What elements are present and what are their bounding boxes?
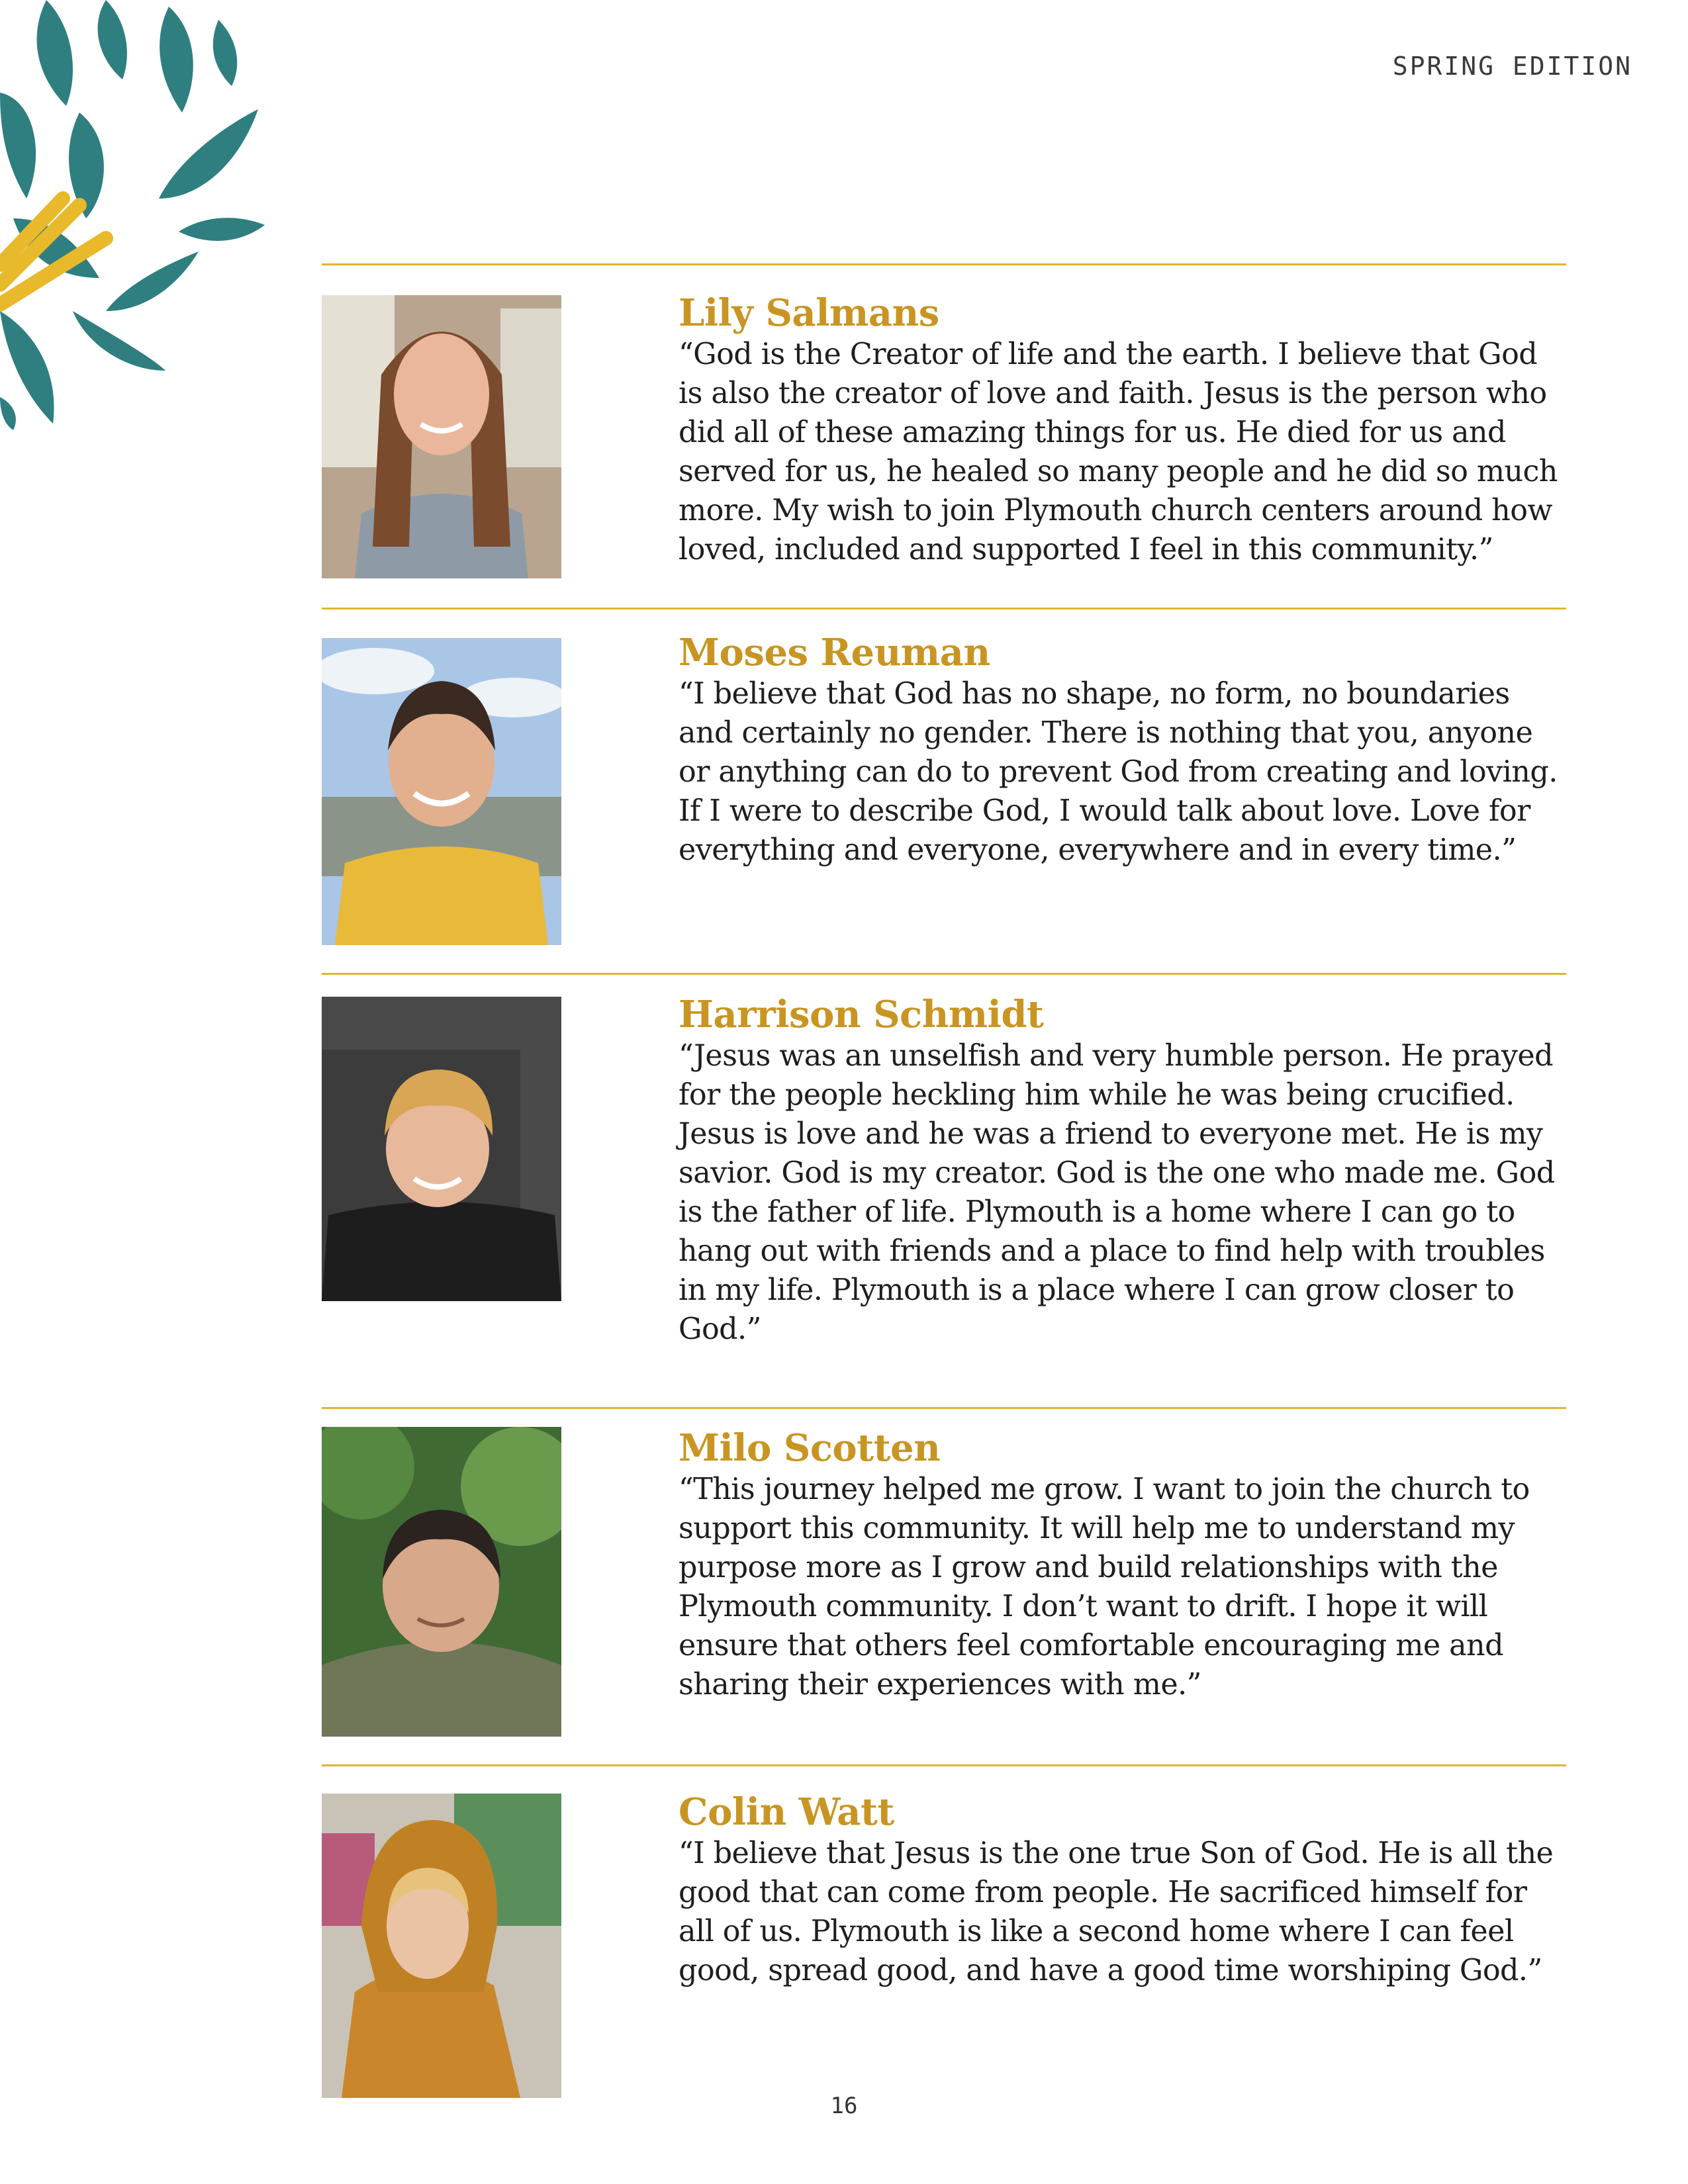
profile-photo: [322, 1794, 561, 2098]
divider-rule: [322, 608, 1566, 610]
profile-entry: [679, 1790, 1569, 1990]
profile-photo: [322, 638, 561, 945]
divider-rule: [322, 973, 1566, 975]
profile-quote: “This journey helped me grow. I want to join the church to support this community. It will help me to understand my purpose more as I grow and build relationships with the Plymouth community. I don’t want to drift. I hope it will ensure that others feel comfortable encouraging me and sharing their experiences with me.”: [679, 1473, 1530, 1702]
profile-quote: “Jesus was an unselfish and very humble person. He prayed for the people heckling him while he was being crucified. Jesus is love and he was a friend to everyone met. He is my savior. God is my creator. God is the one who made me. God is the father of life. Plymouth is a home where I can go to hang out with friends and a place to find help with troubles in my life. Plymouth is a place where I can grow closer to God.”: [679, 1039, 1555, 1346]
profile-name: Moses Reuman: [679, 631, 990, 674]
profile-name: Lily Salmans: [679, 291, 939, 335]
divider-rule: [322, 1764, 1566, 1766]
page-number: 16: [830, 2093, 858, 2119]
edition-label: SPRING EDITION: [1392, 52, 1632, 81]
profile-entry: [679, 631, 1569, 870]
profile-entry: [679, 993, 1569, 1349]
profile-name: Colin Watt: [679, 1790, 894, 1834]
profile-quote: “God is the Creator of life and the earth. I believe that God is also the creator of love and faith. Jesus is the person who did all of these amazing things for us. He died for us and served for us, he healed so many people and he did so much more. My wish to join Plymouth church centers around how loved, included and supported I feel in this community.”: [679, 338, 1558, 567]
profile-name: Milo Scotten: [679, 1426, 941, 1470]
profile-quote: “I believe that God has no shape, no form, no boundaries and certainly no gender. There is nothing that you, anyone or anything can do to prevent God from creating and loving. If I were to describe God, I would talk about love. Love for everything and everyone, everywhere and in every time.”: [679, 677, 1558, 867]
profile-photo: [322, 295, 561, 578]
divider-rule: [322, 263, 1566, 265]
divider-rule: [322, 1407, 1566, 1409]
leaf-illustration: [0, 0, 278, 437]
profile-entry: [679, 291, 1569, 569]
profile-quote: “I believe that Jesus is the one true Son of God. He is all the good that can come from people. He sacrificed himself for all of us. Plymouth is like a second home where I can feel good, spread good, and have a good time worshiping God.”: [679, 1837, 1554, 1987]
profile-name: Harrison Schmidt: [679, 993, 1044, 1036]
profile-photo: [322, 997, 561, 1301]
profile-photo: [322, 1427, 561, 1737]
profile-entry: [679, 1426, 1569, 1704]
